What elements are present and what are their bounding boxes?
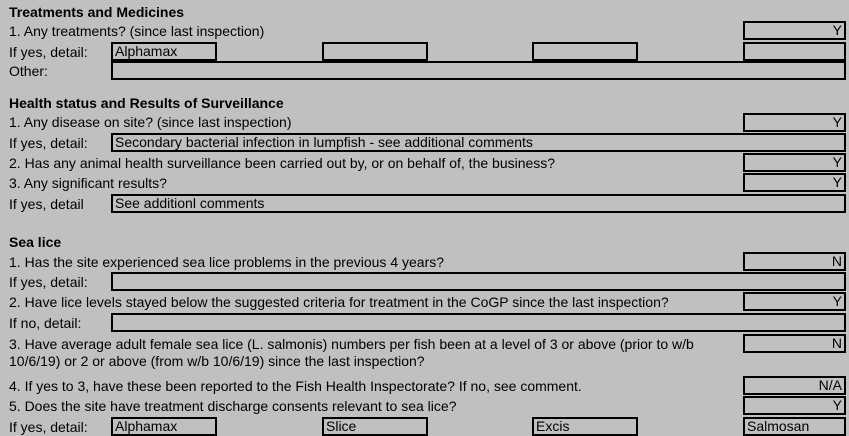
treatments-detail-3[interactable] <box>532 42 638 61</box>
sealice-q1-detail-label: If yes, detail: <box>9 274 88 290</box>
treatments-detail-1[interactable]: Alphamax <box>111 42 217 61</box>
health-q1-answer[interactable]: Y <box>743 113 846 132</box>
sealice-q5-detail-4[interactable]: Salmosan <box>743 417 846 436</box>
sealice-q3-label-line1: 3. Have average adult female sea lice (L. salmonis) numbers per fish been at a level of 3 or above (prior to w/b <box>9 336 694 352</box>
treatments-detail-4[interactable] <box>743 42 846 61</box>
sealice-q1-detail-field[interactable] <box>111 272 846 291</box>
sealice-heading: Sea lice <box>9 234 62 250</box>
health-heading: Health status and Results of Surveillance <box>9 95 284 111</box>
health-q3-detail-field[interactable]: See additionl comments <box>111 194 846 213</box>
sealice-q5-detail-label: If yes, detail: <box>9 419 88 435</box>
sealice-q1-label: 1. Has the site experienced sea lice problems in the previous 4 years? <box>9 254 445 270</box>
sealice-q5-label: 5. Does the site have treatment discharge consents relevant to sea lice? <box>9 398 457 414</box>
treatments-detail-2[interactable] <box>322 42 428 61</box>
sealice-q5-detail-3[interactable]: Excis <box>532 417 638 436</box>
treatments-heading: Treatments and Medicines <box>9 4 185 20</box>
health-q1-detail-field[interactable]: Secondary bacterial infection in lumpfish - see additional comments <box>111 133 846 152</box>
treatments-detail-label: If yes, detail: <box>9 44 88 60</box>
sealice-q3-label-line2: 10/6/19) or 2 or above (from w/b 10/6/19) since the last inspection? <box>9 353 425 369</box>
health-q3-label: 3. Any significant results? <box>9 175 167 191</box>
treatments-q1-label: 1. Any treatments? (since last inspection) <box>9 23 265 39</box>
sealice-q3-answer[interactable]: N <box>743 334 846 353</box>
sealice-q2-label: 2. Have lice levels stayed below the suggested criteria for treatment in the CoGP since the last inspection? <box>9 294 669 310</box>
sealice-q5-detail-2[interactable]: Slice <box>322 417 428 436</box>
sealice-q5-detail-1[interactable]: Alphamax <box>111 417 217 436</box>
treatments-other-label: Other: <box>9 63 48 79</box>
health-q2-answer[interactable]: Y <box>743 153 846 172</box>
sealice-q2-answer[interactable]: Y <box>743 292 846 311</box>
treatments-q1-answer[interactable]: Y <box>743 21 846 40</box>
sealice-q4-label: 4. If yes to 3, have these been reported to the Fish Health Inspectorate? If no, see comment. <box>9 378 582 394</box>
health-q3-detail-label: If yes, detail <box>9 196 84 212</box>
sealice-q1-answer[interactable]: N <box>743 252 846 271</box>
sealice-q2-detail-field[interactable] <box>111 313 846 332</box>
sealice-q5-answer[interactable]: Y <box>743 396 846 415</box>
health-q1-label: 1. Any disease on site? (since last inspection) <box>9 114 292 130</box>
treatments-other-field[interactable] <box>111 61 846 80</box>
sealice-q4-answer[interactable]: N/A <box>743 376 846 395</box>
health-q3-answer[interactable]: Y <box>743 173 846 192</box>
health-q2-label: 2. Has any animal health surveillance been carried out by, or on behalf of, the business? <box>9 155 556 171</box>
sealice-q2-detail-label: If no, detail: <box>9 315 82 331</box>
health-q1-detail-label: If yes, detail: <box>9 135 88 151</box>
